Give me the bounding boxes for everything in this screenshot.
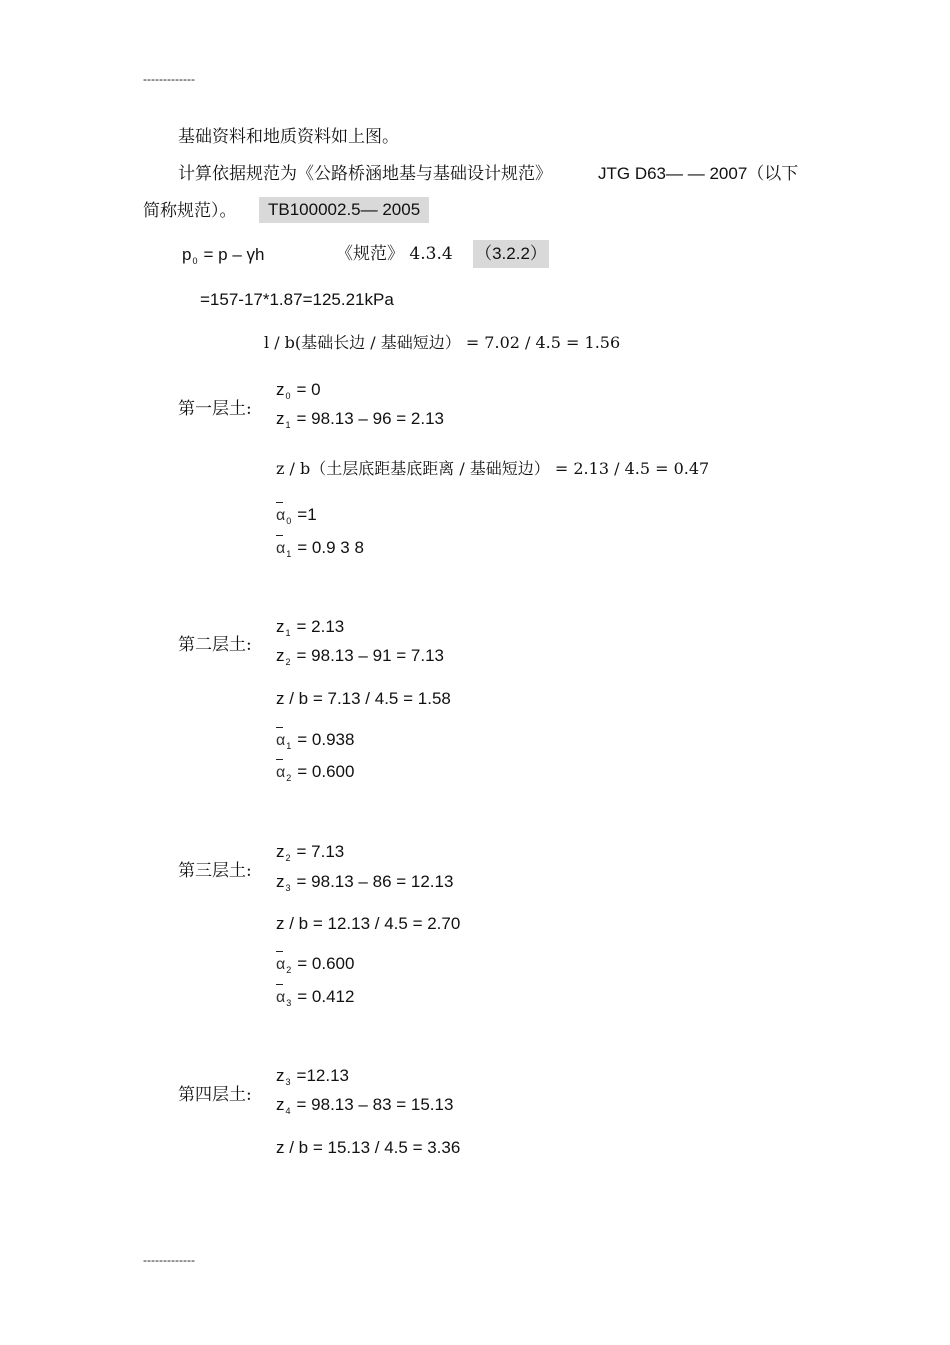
layer-2-alpha-top: $\alpha_1 = 0.938$ (276, 730, 354, 752)
intro-line-3-a: 简称规范）。 (143, 201, 237, 221)
layer-1-z-top: $z_0 = 0$ (276, 380, 321, 401)
layer-4-z-top: $z_3 =12.13$ (276, 1066, 349, 1087)
layer-1-alpha-top: $\alpha_0 =1$ (276, 505, 317, 527)
layer-3-alpha-top: $\alpha_2 = 0.600$ (276, 954, 354, 976)
footer-separator: ------------- (143, 1253, 195, 1267)
layer-1-zb-ratio: z / b（土层底距基底距离 / 基础短边） = 2.13 / 4.5 = 0.47 (276, 459, 710, 478)
p0-reference: 《规范》 4.3.4 (336, 244, 453, 264)
p0-formula (182, 245, 264, 267)
layer-1-alpha-bottom: $\alpha_1 = 0.9$ 3 8 (276, 538, 364, 560)
p0-symbol: p (182, 245, 192, 264)
layer-2-z-top: $z_1 = 2.13$ (276, 617, 345, 638)
layer-3-z-bottom: $z_3 = 98.13 - 86 = 12.13$ (276, 872, 454, 893)
intro-line-2-b: JTG D63— — 2007（以下 (598, 164, 799, 183)
p0-reference-box: （3.2.2） (473, 240, 549, 268)
intro-line-1: 基础资料和地质资料如上图。 (178, 127, 399, 147)
layer-1-label: 第一层土: (178, 399, 252, 419)
layer-3-label: 第三层土: (178, 861, 252, 881)
p0-expression: = p – γh (203, 245, 265, 264)
layer-2-label: 第二层土: (178, 635, 252, 655)
length-width-ratio: l / b(基础长边 / 基础短边） = 7.02 / 4.5 = 1.56 (264, 333, 621, 352)
layer-3-zb-ratio: z / b = 12.13 / 4.5 = 2.70 (276, 914, 461, 933)
layer-4-label: 第四层土: (178, 1085, 252, 1105)
layer-1-z-bottom: $z_1 = 98.13 - 96 = 2.13$ (276, 409, 444, 430)
layer-4-z-bottom: $z_4 = 98.13 - 83 = 15.13$ (276, 1095, 454, 1116)
header-separator: ------------- (143, 72, 195, 86)
p0-subscript: 0 (192, 256, 198, 266)
intro-line-2-a: 计算依据规范为《公路桥涵地基与基础设计规范》 (178, 164, 552, 184)
standard-code-highlight: TB100002.5— 2005 (259, 197, 429, 223)
layer-3-alpha-bottom: $\alpha_3 = 0.412$ (276, 987, 354, 1009)
layer-3-z-top: $z_2 = 7.13$ (276, 842, 345, 863)
layer-2-zb-ratio: z / b = 7.13 / 4.5 = 1.58 (276, 689, 451, 708)
p0-calculation: =157-17*1.87=125.21kPa (200, 290, 394, 309)
layer-4-zb-ratio: z / b = 15.13 / 4.5 = 3.36 (276, 1138, 461, 1157)
layer-2-z-bottom: $z_2 = 98.13 - 91 = 7.13$ (276, 646, 444, 667)
layer-2-alpha-bottom: $\alpha_2 = 0.600$ (276, 762, 354, 784)
